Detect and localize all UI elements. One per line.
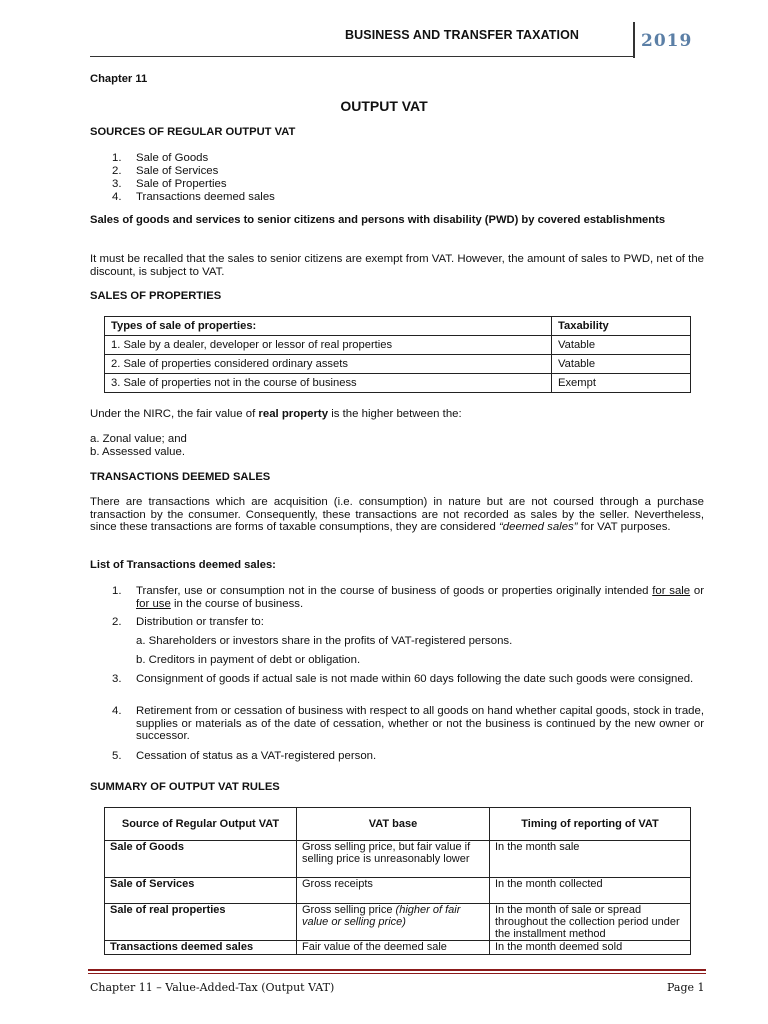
table-row xyxy=(105,355,691,374)
cell-text: Gross receipts xyxy=(302,878,373,890)
item-text: in the course of business. xyxy=(170,597,304,610)
item-text: Transfer, use or consumption not in the course of business of goods or properties originally intended xyxy=(136,585,653,597)
table-header-cell: Types of sale of properties: xyxy=(105,317,552,336)
list-item: Transactions deemed sales xyxy=(136,191,275,203)
list-item: Consignment of goods if actual sale is not made within 60 days following the date such goods were consigned. xyxy=(136,673,694,685)
deemed-text: for VAT purposes. xyxy=(577,521,671,534)
list-item xyxy=(136,585,704,610)
deemed-text: There are transactions which are acquisition (i.e. consumption) in nature but are not coursed through a purchase transaction by the consumer. Consequently, these transactions are not recorded as sales by the seller. Nevertheless, since these transactions are forms of taxable consumptions, they are considered xyxy=(90,496,704,534)
table-cell: Transactions deemed sales xyxy=(105,941,297,955)
deemed-paragraph xyxy=(90,496,704,534)
header-year: 2019 xyxy=(641,31,693,51)
table-cell: 1. Sale by a dealer, developer or lessor of real properties xyxy=(105,336,552,355)
nirc-bold-text: real property xyxy=(258,408,329,420)
sub-list-item: a. Shareholders or investors share in the profits of VAT-registered persons. xyxy=(136,635,513,647)
table-cell: Sale of Services xyxy=(105,878,297,904)
list-item-number: 2. xyxy=(112,165,122,177)
properties-table xyxy=(104,316,691,393)
list-item-number: 1. xyxy=(112,152,122,164)
table-row xyxy=(105,841,691,878)
summary-table xyxy=(104,807,691,955)
table-row xyxy=(105,374,691,393)
footer-rule xyxy=(88,973,706,974)
table-cell: 2. Sale of properties considered ordinary assets xyxy=(105,355,552,374)
list-item-number: 3. xyxy=(112,673,122,685)
nirc-sentence xyxy=(90,408,704,421)
table-cell: Vatable xyxy=(552,355,691,374)
table-header-cell: Source of Regular Output VAT xyxy=(105,808,297,841)
table-row xyxy=(105,336,691,355)
nirc-text: Under the NIRC, the fair value of xyxy=(90,408,259,420)
table-header-cell: Taxability xyxy=(552,317,691,336)
table-header-cell: Timing of reporting of VAT xyxy=(490,808,691,841)
properties-heading: SALES OF PROPERTIES xyxy=(90,290,222,302)
list-item-number: 5. xyxy=(112,750,122,762)
sub-list-item: b. Creditors in payment of debt or obligation. xyxy=(136,654,361,666)
assessed-value-item: b. Assessed value. xyxy=(90,446,185,458)
cell-text: Fair value of the deemed sale xyxy=(302,941,447,953)
footer-rule xyxy=(88,969,706,971)
list-item: Sale of Services xyxy=(136,165,219,177)
table-cell: In the month collected xyxy=(490,878,691,904)
table-cell: In the month deemed sold xyxy=(490,941,691,955)
list-item-number: 2. xyxy=(112,616,122,628)
senior-paragraph: It must be recalled that the sales to senior citizens are exempt from VAT. However, the amount of sales to PWD, net of the discount, is subject to VAT. xyxy=(90,253,704,278)
table-cell: Vatable xyxy=(552,336,691,355)
cell-text: Gross selling price xyxy=(302,904,396,916)
list-item: Cessation of status as a VAT-registered person. xyxy=(136,750,377,762)
table-cell xyxy=(297,941,490,955)
sources-heading: SOURCES OF REGULAR OUTPUT VAT xyxy=(90,126,296,138)
table-cell: Sale of real properties xyxy=(105,904,297,941)
list-item-number: 1. xyxy=(112,585,122,597)
table-cell: Sale of Goods xyxy=(105,841,297,878)
list-item-number: 3. xyxy=(112,178,122,190)
item-underlined-text: for sale xyxy=(652,585,691,597)
table-row xyxy=(105,904,691,941)
summary-heading: SUMMARY OF OUTPUT VAT RULES xyxy=(90,781,280,793)
list-item: Sale of Properties xyxy=(136,178,227,190)
table-cell: In the month of sale or spread throughout the collection period under the installment method xyxy=(490,904,691,941)
list-item-number: 4. xyxy=(112,705,122,717)
nirc-text: is the higher between the: xyxy=(328,408,462,420)
table-cell: Exempt xyxy=(552,374,691,393)
footer-chapter: Chapter 11 – Value-Added-Tax (Output VAT) xyxy=(90,981,335,994)
table-cell: 3. Sale of properties not in the course of business xyxy=(105,374,552,393)
header-rule xyxy=(90,56,634,57)
table-cell: In the month sale xyxy=(490,841,691,878)
table-cell xyxy=(297,841,490,878)
list-item: Distribution or transfer to: xyxy=(136,616,264,628)
page-title: OUTPUT VAT xyxy=(340,98,428,114)
list-item: Sale of Goods xyxy=(136,152,209,164)
table-header-row xyxy=(105,317,691,336)
cell-italic-text: (higher of fair value or selling price) xyxy=(302,904,461,928)
table-row xyxy=(105,941,691,955)
list-item-number: 4. xyxy=(112,191,122,203)
header-title: BUSINESS AND TRANSFER TAXATION xyxy=(345,28,580,42)
table-header-row xyxy=(105,808,691,841)
deemed-italic-text: “deemed sales” xyxy=(499,521,578,534)
header-divider xyxy=(633,22,635,58)
item-underlined-text: for use xyxy=(136,597,171,610)
table-cell xyxy=(297,904,490,941)
table-row xyxy=(105,878,691,904)
page-number: Page 1 xyxy=(667,981,705,994)
table-header-cell: VAT base xyxy=(297,808,490,841)
deemed-heading: TRANSACTIONS DEEMED SALES xyxy=(90,471,271,483)
cell-text: Gross selling price, but fair value if selling price is unreasonably lower xyxy=(302,841,471,865)
senior-heading: Sales of goods and services to senior citizens and persons with disability (PWD) by covered establishments xyxy=(90,214,666,226)
chapter-label: Chapter 11 xyxy=(90,73,148,85)
list-item: Retirement from or cessation of business with respect to all goods on hand whether capital goods, stock in trade, supplies or materials as of the date of cessation, whether or not the business is continued by the new owner or successor. xyxy=(136,705,704,743)
zonal-value-item: a. Zonal value; and xyxy=(90,433,187,445)
deemed-list-heading: List of Transactions deemed sales: xyxy=(90,559,276,571)
item-text: or xyxy=(690,585,704,597)
table-cell xyxy=(297,878,490,904)
